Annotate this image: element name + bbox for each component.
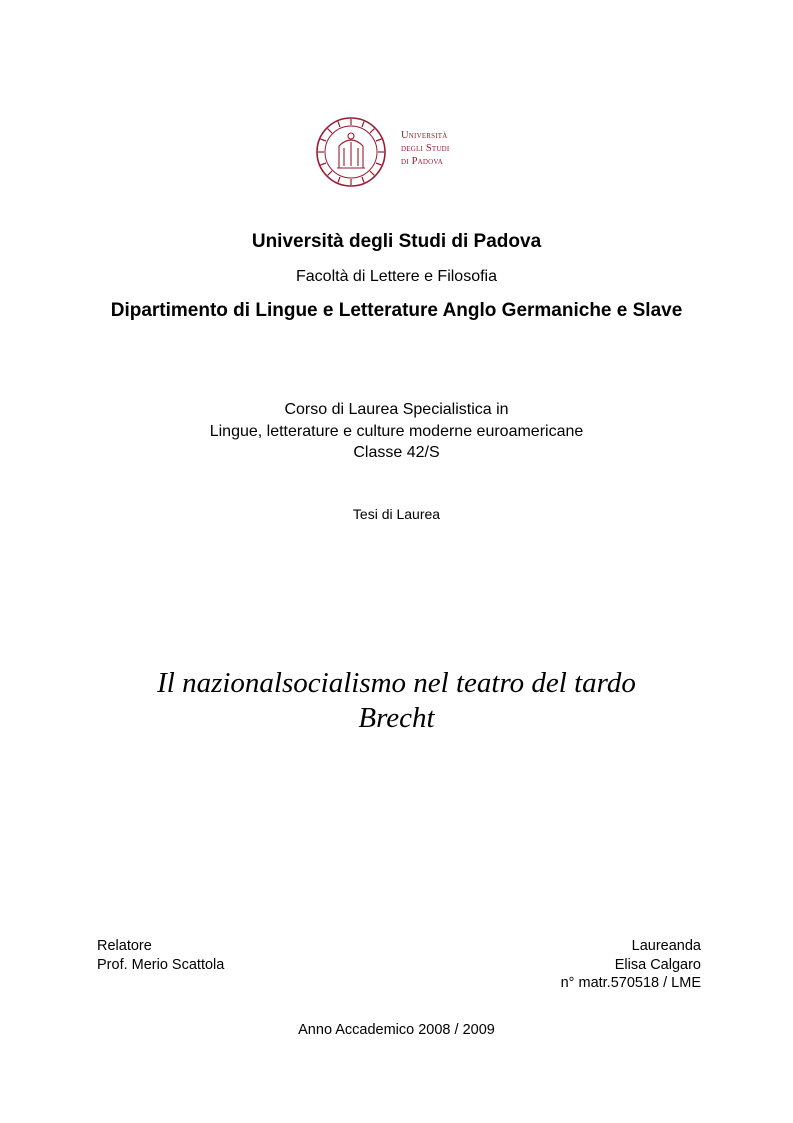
candidate-name: Elisa Calgaro <box>614 956 701 973</box>
course-line: Corso di Laurea Specialistica in <box>284 401 509 418</box>
course-class: Classe 42/S <box>353 444 440 461</box>
university-seal-icon <box>315 116 387 188</box>
supervisor-role: Relatore <box>97 938 152 954</box>
supervisor-name: Prof. Merio Scattola <box>97 956 225 973</box>
thesis-title-line: Il nazionalsocialismo nel teatro del tardo <box>157 667 636 699</box>
logo-text-line: Università <box>401 130 448 141</box>
university-name: Università degli Studi di Padova <box>251 231 542 252</box>
candidate-role: Laureanda <box>631 938 701 954</box>
logo-text-line: degli Studi <box>401 143 450 154</box>
course-line: Lingue, letterature e culture moderne euroamericane <box>209 422 584 440</box>
logo-text-line: di Padova <box>401 156 444 167</box>
supervisor-block <box>97 937 224 974</box>
course-info <box>0 399 793 464</box>
faculty-name: Facoltà di Lettere e Filosofia <box>296 268 497 285</box>
thesis-type: Tesi di Laurea <box>352 506 441 522</box>
candidate-block <box>561 937 701 993</box>
university-logo <box>315 116 475 188</box>
candidate-matriculation: n° matr.570518 / LME <box>560 975 701 991</box>
academic-year: Anno Accademico 2008 / 2009 <box>298 1022 495 1038</box>
logo-wordmark <box>401 129 449 168</box>
thesis-title <box>0 666 793 736</box>
thesis-title-line: Brecht <box>358 702 435 734</box>
department-name: Dipartimento di Lingue e Letterature Anglo Germaniche e Slave <box>110 300 683 321</box>
